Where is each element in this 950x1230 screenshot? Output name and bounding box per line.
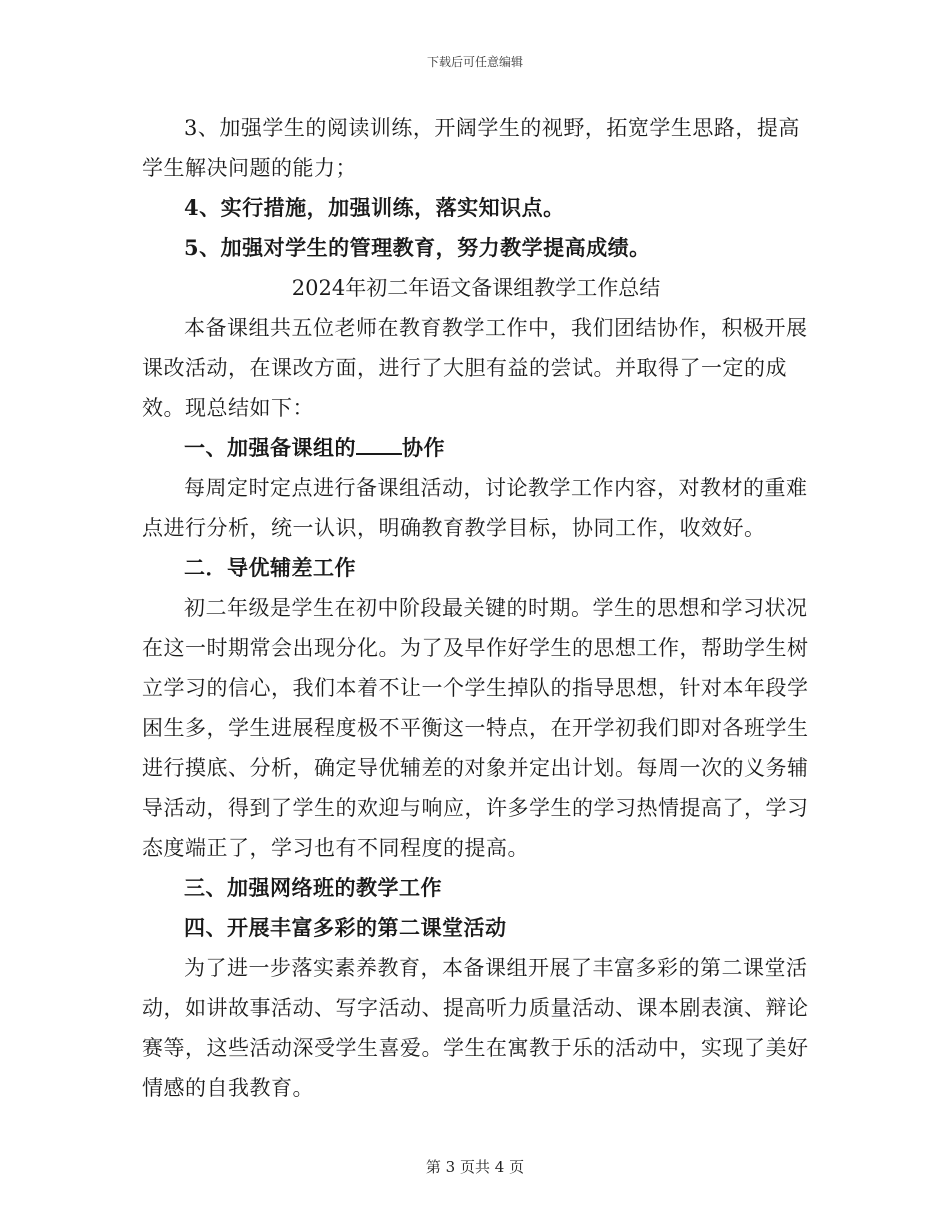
section-3-heading: 三、加强网络班的教学工作: [184, 875, 442, 900]
blank-underline: [356, 435, 402, 455]
section-4-paragraph: 为了进一步落实素养教育，本备课组开展了丰富多彩的第二课堂活动，如讲故事活动、写字活动、提高听力质量活动、课本剧表演、辩论赛等，这些活动深受学生喜爱。学生在寓教于乐的活动中，实现了美好情感的自我教育。: [142, 956, 809, 1100]
section-1-heading-end: 协作: [402, 435, 445, 460]
section-4-heading: 四、开展丰富多彩的第二课堂活动: [184, 915, 507, 940]
section-1-paragraph: 每周定时定点进行备课组活动，讨论教学工作内容，对教材的重难点进行分析，统一认识，明确教育教学目标，协同工作，收效好。: [142, 476, 808, 540]
intro-paragraph: 本备课组共五位老师在教育教学工作中，我们团结协作，积极开展课改活动，在课改方面，进行了大胆有益的尝试。并取得了一定的成效。现总结如下：: [142, 316, 808, 420]
document-body: [142, 108, 810, 1108]
page-header: 下载后可任意编辑: [426, 55, 523, 69]
section-1-heading-start: 一、加强备课组的: [184, 435, 356, 460]
section-2-paragraph: 初二年级是学生在初中阶段最关键的时期。学生的思想和学习状况在这一时期常会出现分化。为了及早作好学生的思想工作，帮助学生树立学习的信心，我们本着不让一个学生掉队的指导思想，针对本年段学困生多，学生进展程度极不平衡这一特点，在开学初我们即对各班学生进行摸底、分析，确定导优辅差的对象并定出计划。每周一次的义务辅导活动，得到了学生的欢迎与响应，许多学生的学习热情提高了，学习态度端正了，学习也有不同程度的提高。: [142, 596, 809, 860]
section-2-heading: 二．导优辅差工作: [184, 555, 356, 580]
list-item-5: 5、加强对学生的管理教育，努力教学提高成绩。: [184, 235, 651, 260]
list-item-4: 4、实行措施，加强训练，落实知识点。: [184, 195, 565, 220]
section-1-heading: [142, 428, 810, 468]
page-footer: 第 3 页共 4 页: [425, 1158, 525, 1176]
list-item-3: 3、加强学生的阅读训练，开阔学生的视野，拓宽学生思路，提高学生解决问题的能力；: [142, 116, 800, 180]
document-title: 2024年初二年语文备课组教学工作总结: [291, 276, 661, 300]
